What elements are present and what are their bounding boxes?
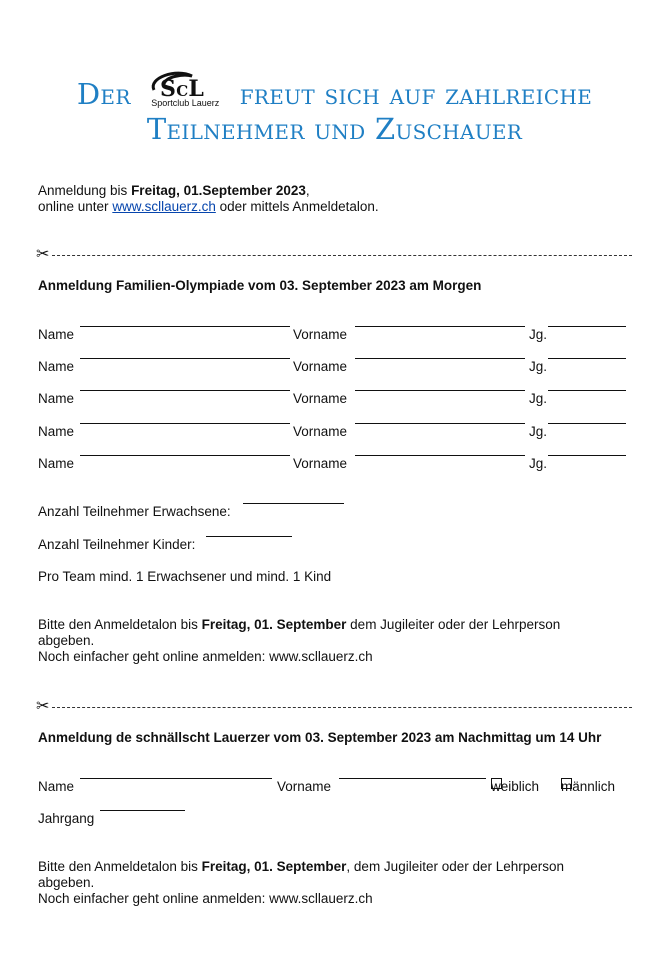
option-male-label: männlich bbox=[561, 779, 616, 794]
title-suffix: freut sich auf zahlreiche bbox=[239, 77, 593, 111]
vorname-label: Vorname bbox=[293, 456, 348, 471]
footer-text: Bitte den Anmeldetalon bis bbox=[38, 859, 202, 874]
intro-talon-text: oder mittels Anmeldetalon. bbox=[215, 199, 379, 214]
name-field[interactable] bbox=[80, 358, 290, 359]
name-label: Name bbox=[38, 456, 75, 471]
children-count-field[interactable] bbox=[206, 536, 292, 537]
jg-field[interactable] bbox=[548, 455, 626, 456]
name-label: Name bbox=[38, 359, 75, 374]
vorname-label: Vorname bbox=[293, 391, 348, 406]
logo-caption: Sportclub Lauerz bbox=[151, 98, 220, 108]
vorname-field[interactable] bbox=[355, 390, 525, 391]
vorname-field[interactable] bbox=[355, 423, 525, 424]
scissors-icon: ✂ bbox=[36, 246, 50, 263]
children-count-label: Anzahl Teilnehmer Kinder: bbox=[38, 537, 196, 552]
section1-footer-line2: abgeben. bbox=[38, 633, 95, 648]
adults-count-row bbox=[38, 503, 358, 521]
jg-label: Jg. bbox=[529, 456, 548, 471]
cut-line bbox=[36, 247, 632, 263]
jahrgang-row bbox=[38, 810, 198, 828]
club-logo bbox=[146, 68, 224, 110]
footer-text-end: , dem Jugileiter oder der Lehrperson bbox=[346, 859, 565, 874]
logo-swoosh-icon bbox=[146, 68, 224, 102]
intro-line1 bbox=[38, 183, 310, 199]
sprint-registration-row bbox=[38, 778, 638, 796]
intro-line2 bbox=[38, 199, 379, 215]
section2-footer-line2: abgeben. bbox=[38, 875, 95, 890]
jahrgang-field[interactable] bbox=[100, 810, 185, 811]
section1-footer-line1 bbox=[38, 617, 560, 633]
jg-field[interactable] bbox=[548, 326, 626, 327]
jg-field[interactable] bbox=[548, 390, 626, 391]
footer-text-end: dem Jugileiter oder der Lehrperson bbox=[346, 617, 561, 632]
section2-footer-line1 bbox=[38, 859, 564, 875]
jg-label: Jg. bbox=[529, 424, 548, 439]
vorname-field[interactable] bbox=[355, 326, 525, 327]
footer-deadline: Freitag, 01. September bbox=[201, 859, 347, 874]
jg-label: Jg. bbox=[529, 327, 548, 342]
name-field[interactable] bbox=[80, 423, 290, 424]
vorname-field[interactable] bbox=[339, 778, 486, 779]
scissors-icon: ✂ bbox=[36, 698, 50, 715]
intro-online-text: online unter bbox=[38, 199, 113, 214]
logo-text: ScL bbox=[160, 76, 205, 102]
name-label: Name bbox=[38, 779, 75, 794]
team-note: Pro Team mind. 1 Erwachsener und mind. 1 Kind bbox=[38, 569, 332, 584]
jg-field[interactable] bbox=[548, 423, 626, 424]
jg-label: Jg. bbox=[529, 359, 548, 374]
section1-heading: Anmeldung Familien-Olympiade vom 03. September 2023 am Morgen bbox=[38, 278, 482, 293]
dashed-divider bbox=[52, 255, 632, 256]
participant-row bbox=[38, 358, 638, 376]
vorname-field[interactable] bbox=[355, 358, 525, 359]
name-field[interactable] bbox=[80, 326, 290, 327]
children-count-row bbox=[38, 536, 318, 554]
vorname-field[interactable] bbox=[355, 455, 525, 456]
section2-footer-line3: Noch einfacher geht online anmelden: www.scllauerz.ch bbox=[38, 891, 373, 906]
adults-count-label: Anzahl Teilnehmer Erwachsene: bbox=[38, 504, 231, 519]
participant-row bbox=[38, 326, 638, 344]
jg-label: Jg. bbox=[529, 391, 548, 406]
footer-text: Bitte den Anmeldetalon bis bbox=[38, 617, 202, 632]
name-field[interactable] bbox=[80, 390, 290, 391]
adults-count-field[interactable] bbox=[243, 503, 344, 504]
name-field[interactable] bbox=[80, 778, 272, 779]
vorname-label: Vorname bbox=[293, 327, 348, 342]
page-title-line2: Teilnehmer und Zuschauer bbox=[146, 112, 523, 146]
cut-line bbox=[36, 699, 632, 715]
jahrgang-label: Jahrgang bbox=[38, 811, 95, 826]
intro-comma: , bbox=[305, 183, 310, 198]
participant-row bbox=[38, 390, 638, 408]
intro-text: Anmeldung bis bbox=[38, 183, 132, 198]
intro-deadline: Freitag, 01.September 2023 bbox=[131, 183, 306, 198]
jg-field[interactable] bbox=[548, 358, 626, 359]
option-female-label: weiblich bbox=[491, 779, 540, 794]
vorname-label: Vorname bbox=[293, 359, 348, 374]
dashed-divider bbox=[52, 707, 632, 708]
vorname-label: Vorname bbox=[277, 779, 332, 794]
website-link[interactable]: www.scllauerz.ch bbox=[112, 199, 216, 214]
section1-footer-line3: Noch einfacher geht online anmelden: www.scllauerz.ch bbox=[38, 649, 373, 664]
title-prefix: Der bbox=[76, 77, 131, 111]
footer-deadline: Freitag, 01. September bbox=[201, 617, 347, 632]
participant-row bbox=[38, 455, 638, 473]
name-label: Name bbox=[38, 391, 75, 406]
vorname-label: Vorname bbox=[293, 424, 348, 439]
participant-row bbox=[38, 423, 638, 441]
name-label: Name bbox=[38, 424, 75, 439]
section2-heading: Anmeldung de schnällscht Lauerzer vom 03. September 2023 am Nachmittag um 14 Uhr bbox=[38, 730, 602, 745]
page-title-line1 bbox=[0, 68, 669, 111]
name-field[interactable] bbox=[80, 455, 290, 456]
name-label: Name bbox=[38, 327, 75, 342]
